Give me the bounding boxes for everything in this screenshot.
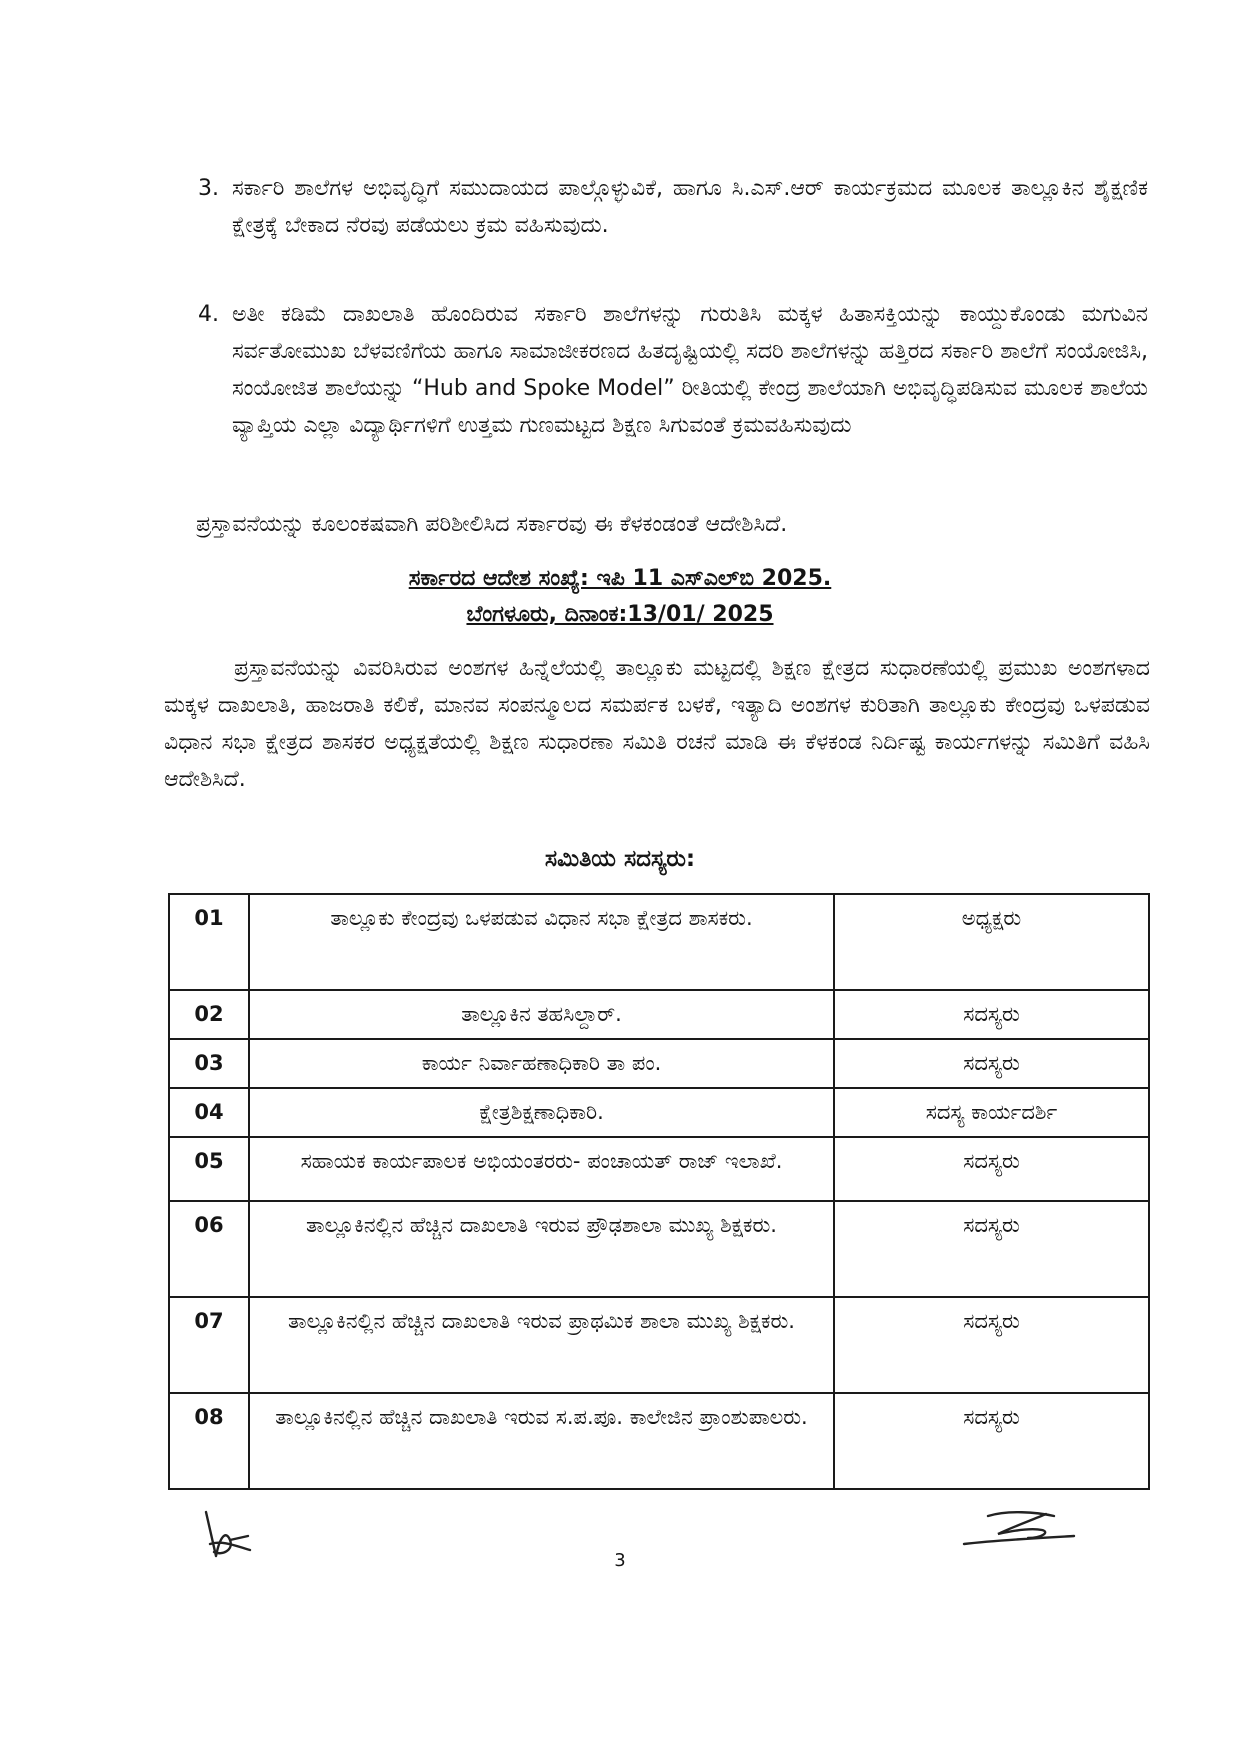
list-item-4 xyxy=(198,296,1148,444)
signature-right xyxy=(958,1504,1078,1554)
member-designation: ತಾಲ್ಲೂಕಿನಲ್ಲಿನ ಹೆಚ್ಚಿನ ದಾಖಲಾತಿ ಇರುವ ಸ.ಪ.ಪೂ. ಕಾಲೇಜಿನ ಪ್ರಾಂಶುಪಾಲರು. xyxy=(249,1393,834,1489)
table-row xyxy=(169,1039,1149,1088)
member-role: ಅಧ್ಯಕ್ಷರು xyxy=(834,894,1149,990)
table-row xyxy=(169,990,1149,1039)
member-number: 08 xyxy=(169,1393,249,1489)
table-row xyxy=(169,1088,1149,1137)
member-role: ಸದಸ್ಯರು xyxy=(834,1201,1149,1297)
page-number: 3 xyxy=(614,1550,626,1571)
preamble-closing-line: ಪ್ರಸ್ತಾವನೆಯನ್ನು ಕೂಲಂಕಷವಾಗಿ ಪರಿಶೀಲಿಸಿದ ಸರ್ಕಾರವು ಈ ಕೆಳಕಂಡಂತೆ ಆದೇಶಿಸಿದೆ. xyxy=(196,512,788,537)
table-row xyxy=(169,1393,1149,1489)
table-row xyxy=(169,1297,1149,1393)
table-row xyxy=(169,894,1149,990)
member-designation: ಸಹಾಯಕ ಕಾರ್ಯಪಾಲಕ ಅಭಿಯಂತರರು- ಪಂಚಾಯತ್ ರಾಜ್ ಇಲಾಖೆ. xyxy=(249,1137,834,1201)
member-role: ಸದಸ್ಯರು xyxy=(834,1393,1149,1489)
member-designation: ತಾಲ್ಲೂಕಿನಲ್ಲಿನ ಹೆಚ್ಚಿನ ದಾಖಲಾತಿ ಇರುವ ಪ್ರಾಥಮಿಕ ಶಾಲಾ ಮುಖ್ಯ ಶಿಕ್ಷಕರು. xyxy=(249,1297,834,1393)
member-role: ಸದಸ್ಯರು xyxy=(834,1137,1149,1201)
order-number-heading: ಸರ್ಕಾರದ ಆದೇಶ ಸಂಖ್ಯೆ: ಇಪಿ 11 ಎಸ್‌ಎಲ್‌ಬಿ 2025. xyxy=(408,566,832,591)
member-designation: ಕಾರ್ಯ ನಿರ್ವಾಹಣಾಧಿಕಾರಿ ತಾ ಪಂ. xyxy=(249,1039,834,1088)
member-number: 01 xyxy=(169,894,249,990)
member-designation: ತಾಲ್ಲೂಕಿನ ತಹಸಿಲ್ದಾರ್. xyxy=(249,990,834,1039)
list-item-number: 4. xyxy=(198,302,219,327)
member-role: ಸದಸ್ಯ ಕಾರ್ಯದರ್ಶಿ xyxy=(834,1088,1149,1137)
table-row xyxy=(169,1137,1149,1201)
member-number: 05 xyxy=(169,1137,249,1201)
list-item-number: 3. xyxy=(198,176,219,201)
committee-members-table xyxy=(168,893,1150,1490)
table-row xyxy=(169,1201,1149,1297)
member-number: 07 xyxy=(169,1297,249,1393)
member-role: ಸದಸ್ಯರು xyxy=(834,990,1149,1039)
list-item-text: ಸರ್ಕಾರಿ ಶಾಲೆಗಳ ಅಭಿವೃದ್ಧಿಗೆ ಸಮುದಾಯದ ಪಾಲ್ಗೊಳ್ಳುವಿಕೆ, ಹಾಗೂ ಸಿ.ಎಸ್.ಆರ್ ಕಾರ್ಯಕ್ರಮದ ಮೂಲಕ ತಾಲ್ಲೂಕಿನ ಶೈಕ್ಷಣಿಕ ಕ್ಷೇತ್ರಕ್ಕೆ ಬೇಕಾದ ನೆರವು ಪಡೆಯಲು ಕ್ರಮ ವಹಿಸುವುದು. xyxy=(232,176,1148,238)
member-number: 06 xyxy=(169,1201,249,1297)
member-number: 03 xyxy=(169,1039,249,1088)
order-body-paragraph: ಪ್ರಸ್ತಾವನೆಯನ್ನು ವಿವರಿಸಿರುವ ಅಂಶಗಳ ಹಿನ್ನೆಲೆಯಲ್ಲಿ ತಾಲ್ಲೂಕು ಮಟ್ಟದಲ್ಲಿ ಶಿಕ್ಷಣ ಕ್ಷೇತ್ರದ ಸುಧಾರಣೆಯಲ್ಲಿ ಪ್ರಮುಖ ಅಂಶಗಳಾದ ಮಕ್ಕಳ ದಾಖಲಾತಿ, ಹಾಜರಾತಿ ಕಲಿಕೆ, ಮಾನವ ಸಂಪನ್ಮೂಲದ ಸಮರ್ಪಕ ಬಳಕೆ, ಇತ್ಯಾದಿ ಅಂಶಗಳ ಕುರಿತಾಗಿ ತಾಲ್ಲೂಕು ಕೇಂದ್ರವು ಒಳಪಡುವ ವಿಧಾನ ಸಭಾ ಕ್ಷೇತ್ರದ ಶಾಸಕರ ಅಧ್ಯಕ್ಷತೆಯಲ್ಲಿ ಶಿಕ್ಷಣ ಸುಧಾರಣಾ ಸಮಿತಿ ರಚನೆ ಮಾಡಿ ಈ ಕೆಳಕಂಡ ನಿರ್ದಿಷ್ಟ ಕಾರ್ಯಗಳನ್ನು ಸಮಿತಿಗೆ ವಹಿಸಿ ಆದೇಶಿಸಿದೆ. xyxy=(164,656,1150,792)
member-designation: ತಾಲ್ಲೂಕು ಕೇಂದ್ರವು ಒಳಪಡುವ ವಿಧಾನ ಸಭಾ ಕ್ಷೇತ್ರದ ಶಾಸಕರು. xyxy=(249,894,834,990)
committee-members-heading: ಸಮಿತಿಯ ಸದಸ್ಯರು: xyxy=(544,846,696,872)
list-item-3 xyxy=(198,170,1148,244)
member-designation: ಕ್ಷೇತ್ರಶಿಕ್ಷಣಾಧಿಕಾರಿ. xyxy=(249,1088,834,1137)
order-place-date-heading: ಬೆಂಗಳೂರು, ದಿನಾಂಕ:13/01/ 2025 xyxy=(466,602,774,627)
member-number: 02 xyxy=(169,990,249,1039)
member-number: 04 xyxy=(169,1088,249,1137)
member-role: ಸದಸ್ಯರು xyxy=(834,1039,1149,1088)
list-item-text: ಅತೀ ಕಡಿಮೆ ದಾಖಲಾತಿ ಹೊಂದಿರುವ ಸರ್ಕಾರಿ ಶಾಲೆಗಳನ್ನು ಗುರುತಿಸಿ ಮಕ್ಕಳ ಹಿತಾಸಕ್ತಿಯನ್ನು ಕಾಯ್ದುಕೊಂಡು ಮಗುವಿನ ಸರ್ವತೋಮುಖ ಬೆಳವಣಿಗೆಯ ಹಾಗೂ ಸಾಮಾಜೀಕರಣದ ಹಿತದೃಷ್ಟಿಯಲ್ಲಿ ಸದರಿ ಶಾಲೆಗಳನ್ನು ಹತ್ತಿರದ ಸರ್ಕಾರಿ ಶಾಲೆಗೆ ಸಂಯೋಜಿಸಿ, ಸಂಯೋಜಿತ ಶಾಲೆಯನ್ನು “Hub and Spoke Model” ರೀತಿಯಲ್ಲಿ ಕೇಂದ್ರ ಶಾಲೆಯಾಗಿ ಅಭಿವೃದ್ಧಿಪಡಿಸುವ ಮೂಲಕ ಶಾಲೆಯ ವ್ಯಾಪ್ತಿಯ ಎಲ್ಲಾ ವಿದ್ಯಾರ್ಥಿಗಳಿಗೆ ಉತ್ತಮ ಗುಣಮಟ್ಟದ ಶಿಕ್ಷಣ ಸಿಗುವಂತೆ ಕ್ರಮವಹಿಸುವುದು xyxy=(232,302,1148,438)
member-role: ಸದಸ್ಯರು xyxy=(834,1297,1149,1393)
member-designation: ತಾಲ್ಲೂಕಿನಲ್ಲಿನ ಹೆಚ್ಚಿನ ದಾಖಲಾತಿ ಇರುವ ಪ್ರೌಢಶಾಲಾ ಮುಖ್ಯ ಶಿಕ್ಷಕರು. xyxy=(249,1201,834,1297)
